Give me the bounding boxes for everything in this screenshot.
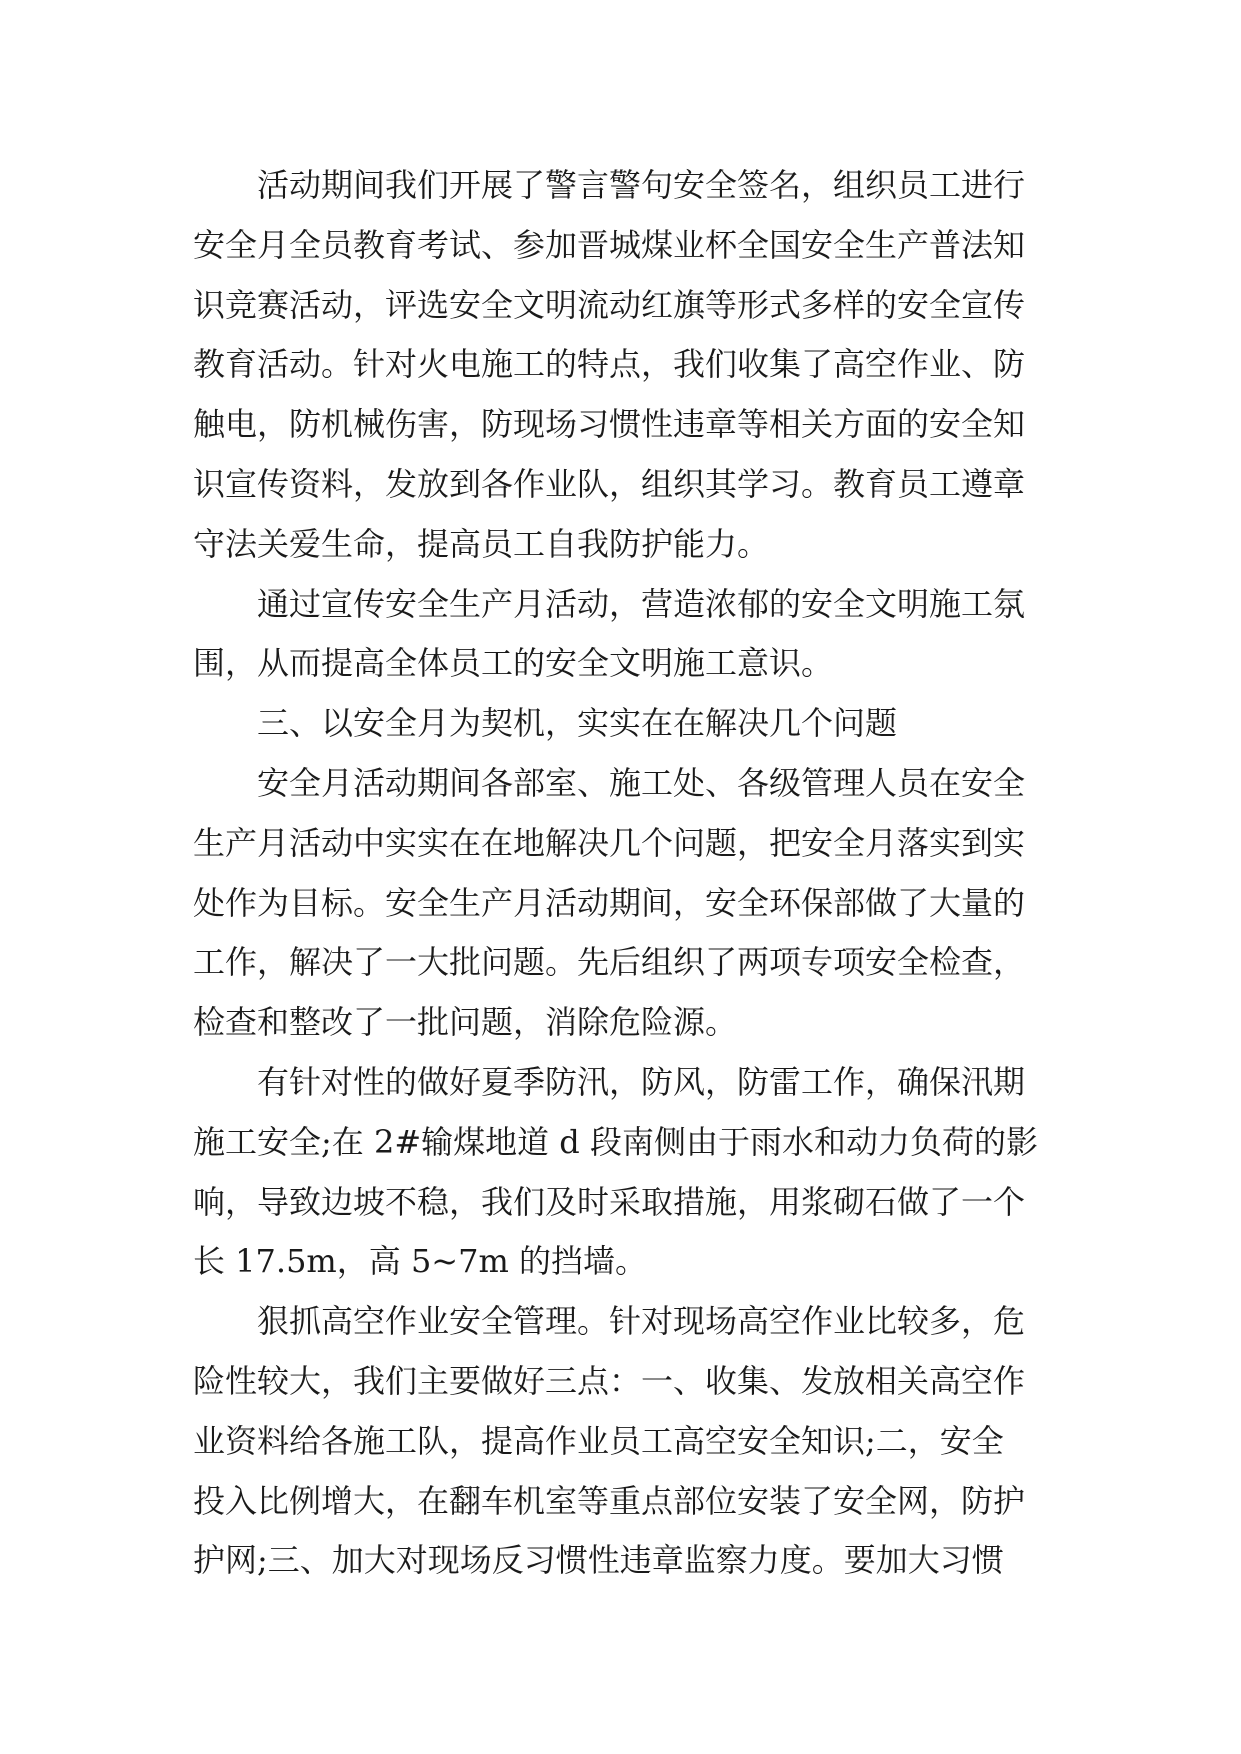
paragraph-line: 生产月活动中实实在在地解决几个问题，把安全月落实到实	[193, 823, 1026, 862]
paragraph-line: 投入比例增大，在翻车机室等重点部位安装了安全网，防护	[193, 1481, 1026, 1520]
paragraph-line: 响，导致边坡不稳，我们及时采取措施，用浆砌石做了一个	[193, 1182, 1026, 1221]
paragraph-first-line: 通过宣传安全生产月活动，营造浓郁的安全文明施工氛	[257, 584, 1026, 623]
paragraph-line: 触电，防机械伤害，防现场习惯性违章等相关方面的安全知	[193, 405, 1026, 444]
paragraph-first-line: 安全月活动期间各部室、施工处、各级管理人员在安全	[257, 763, 1026, 802]
paragraph-line: 长 17.5m，高 5~7m 的挡墙。	[193, 1242, 647, 1281]
paragraph-line: 施工安全;在 2#输煤地道 d 段南侧由于雨水和动力负荷的影	[193, 1122, 1038, 1161]
paragraph-line: 检查和整改了一批问题，消除危险源。	[193, 1003, 738, 1042]
paragraph-first-line: 三、以安全月为契机，实实在在解决几个问题	[257, 704, 898, 743]
paragraph-line: 守法关爱生命，提高员工自我防护能力。	[193, 524, 770, 563]
paragraph-line: 安全月全员教育考试、参加晋城煤业杯全国安全生产普法知	[193, 225, 1026, 264]
paragraph-line: 识宣传资料，发放到各作业队，组织其学习。教育员工遵章	[193, 464, 1026, 503]
paragraph-line: 教育活动。针对火电施工的特点，我们收集了高空作业、防	[193, 345, 1026, 384]
paragraph-first-line: 有针对性的做好夏季防汛，防风，防雷工作，确保汛期	[257, 1062, 1026, 1101]
paragraph-line: 处作为目标。安全生产月活动期间，安全环保部做了大量的	[193, 883, 1026, 922]
paragraph-line: 围，从而提高全体员工的安全文明施工意识。	[193, 644, 834, 683]
paragraph-line: 业资料给各施工队，提高作业员工高空安全知识;二，安全	[193, 1421, 1004, 1460]
paragraph-line: 工作，解决了一大批问题。先后组织了两项专项安全检查，	[193, 943, 1026, 982]
paragraph-first-line: 狠抓高空作业安全管理。针对现场高空作业比较多，危	[257, 1302, 1026, 1341]
paragraph-line: 识竞赛活动，评选安全文明流动红旗等形式多样的安全宣传	[193, 285, 1026, 324]
document-body	[193, 156, 1053, 1591]
paragraph-line: 护网;三、加大对现场反习惯性违章监察力度。要加大习惯	[193, 1541, 1004, 1580]
paragraph-first-line: 活动期间我们开展了警言警句安全签名，组织员工进行	[257, 166, 1026, 204]
paragraph-line: 险性较大，我们主要做好三点：一、收集、发放相关高空作	[193, 1361, 1026, 1400]
